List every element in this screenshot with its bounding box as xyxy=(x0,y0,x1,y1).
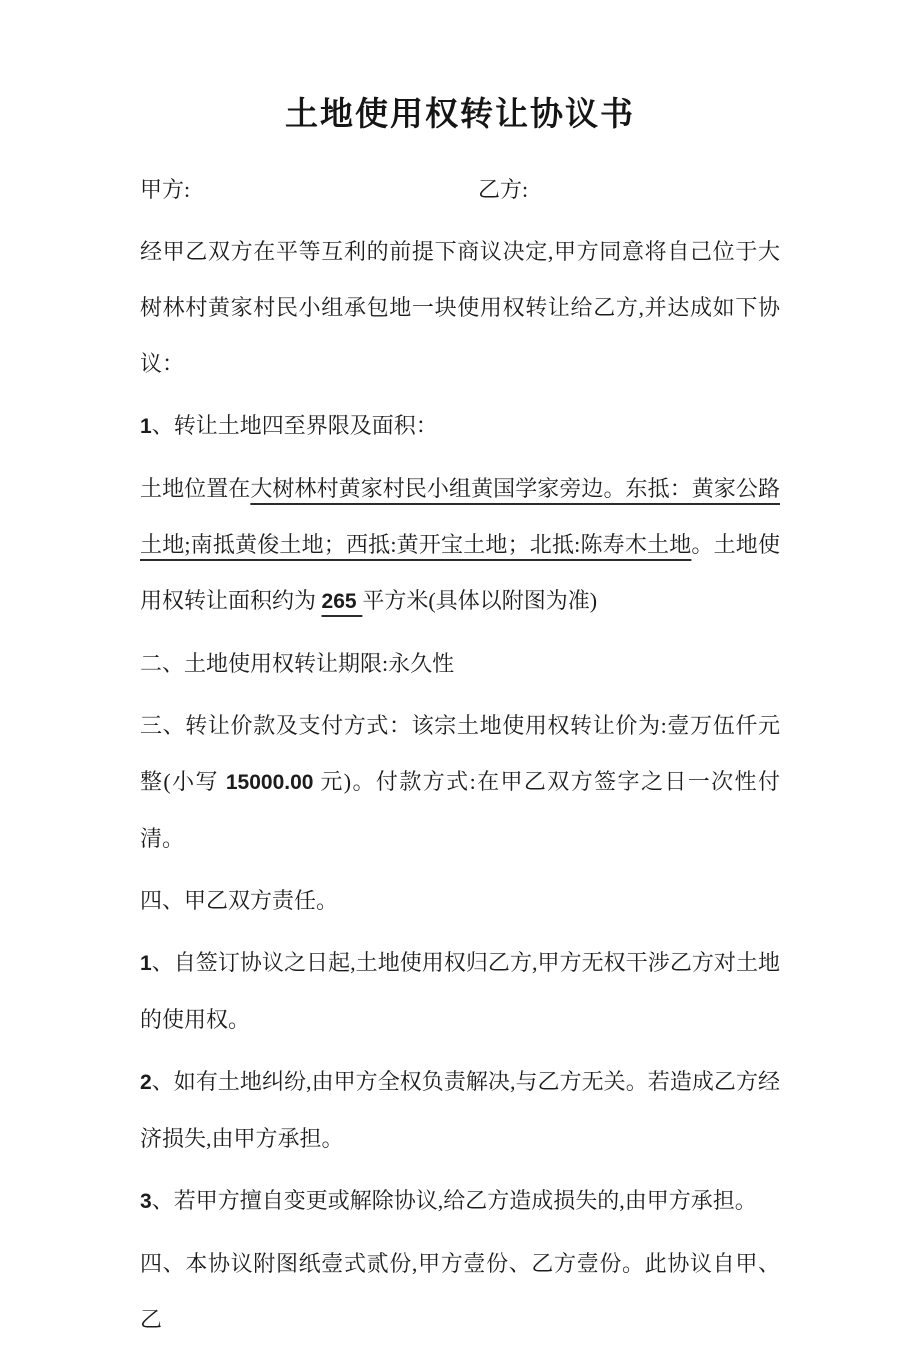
clause-4-item-3 xyxy=(140,1173,780,1230)
text-segment: 3 xyxy=(140,1190,152,1213)
clause-4-item-2 xyxy=(140,1054,780,1167)
clause-5 xyxy=(140,1236,780,1348)
document-title: 土地使用权转让协议书 xyxy=(285,97,635,133)
text-segment: 三、转让价款及支付方式：该宗土地使用权转让价为:壹万伍仟元整(小写 xyxy=(140,713,780,794)
text-segment: 、自签订协议之日起,土地使用权归乙方,甲方无权干涉乙方对土地的使用权。 xyxy=(140,950,780,1032)
parties-line xyxy=(140,162,780,218)
text-segment: 2 xyxy=(140,1071,152,1094)
text-segment: 1 xyxy=(140,952,152,975)
clause-1-body xyxy=(140,461,780,630)
text-segment: 四、甲乙双方责任。 xyxy=(140,888,339,913)
text-segment: 、转让土地四至界限及面积： xyxy=(151,413,438,438)
clause-3 xyxy=(140,698,780,867)
text-segment: 经甲乙双方在平等互利的前提下商议决定,甲方同意将自己位于大树林村黄家村民小组承包地一块使用权转让给乙方,并达成如下协议： xyxy=(140,239,780,376)
text-segment: 1 xyxy=(140,415,152,438)
clause-4-item-1 xyxy=(140,935,780,1048)
party-a-label: 甲方: xyxy=(140,177,191,202)
text-segment: 二、土地使用权转让期限:永久性 xyxy=(140,651,455,676)
clause-4-heading xyxy=(140,873,780,929)
text-segment: 、如有土地纠纷,由甲方全权负责解决,与乙方无关。若造成乙方经济损失,由甲方承担。 xyxy=(140,1069,780,1151)
clause-2 xyxy=(140,636,780,692)
text-segment: 土地位置在 xyxy=(140,476,251,501)
text-segment: 。土地使用权转让面积约为 xyxy=(140,532,780,613)
text-segment: 、若甲方擅自变更或解除协议,给乙方造成损失的,由甲方承担。 xyxy=(151,1188,757,1213)
party-b-label: 乙方: xyxy=(478,177,529,202)
document-body xyxy=(140,224,780,1348)
text-segment: 平方米(具体以附图为准) xyxy=(362,588,598,613)
text-segment: 265 xyxy=(321,590,363,613)
intro-paragraph xyxy=(140,224,780,392)
clause-1-heading xyxy=(140,398,780,455)
text-segment: 四、本协议附图纸壹式贰份,甲方壹份、乙方壹份。此协议自甲、乙 xyxy=(140,1251,780,1332)
text-segment: 元)。付款方式:在甲乙双方签字之日一次性付清。 xyxy=(140,769,780,851)
text-segment: 15000.00 xyxy=(225,771,314,794)
text-segment: 大树林村黄家村民小组黄国学家旁边。东抵：黄家公路土地;南抵黄俊土地；西抵:黄开宝土地；北抵:陈寿木土地 xyxy=(140,476,780,557)
